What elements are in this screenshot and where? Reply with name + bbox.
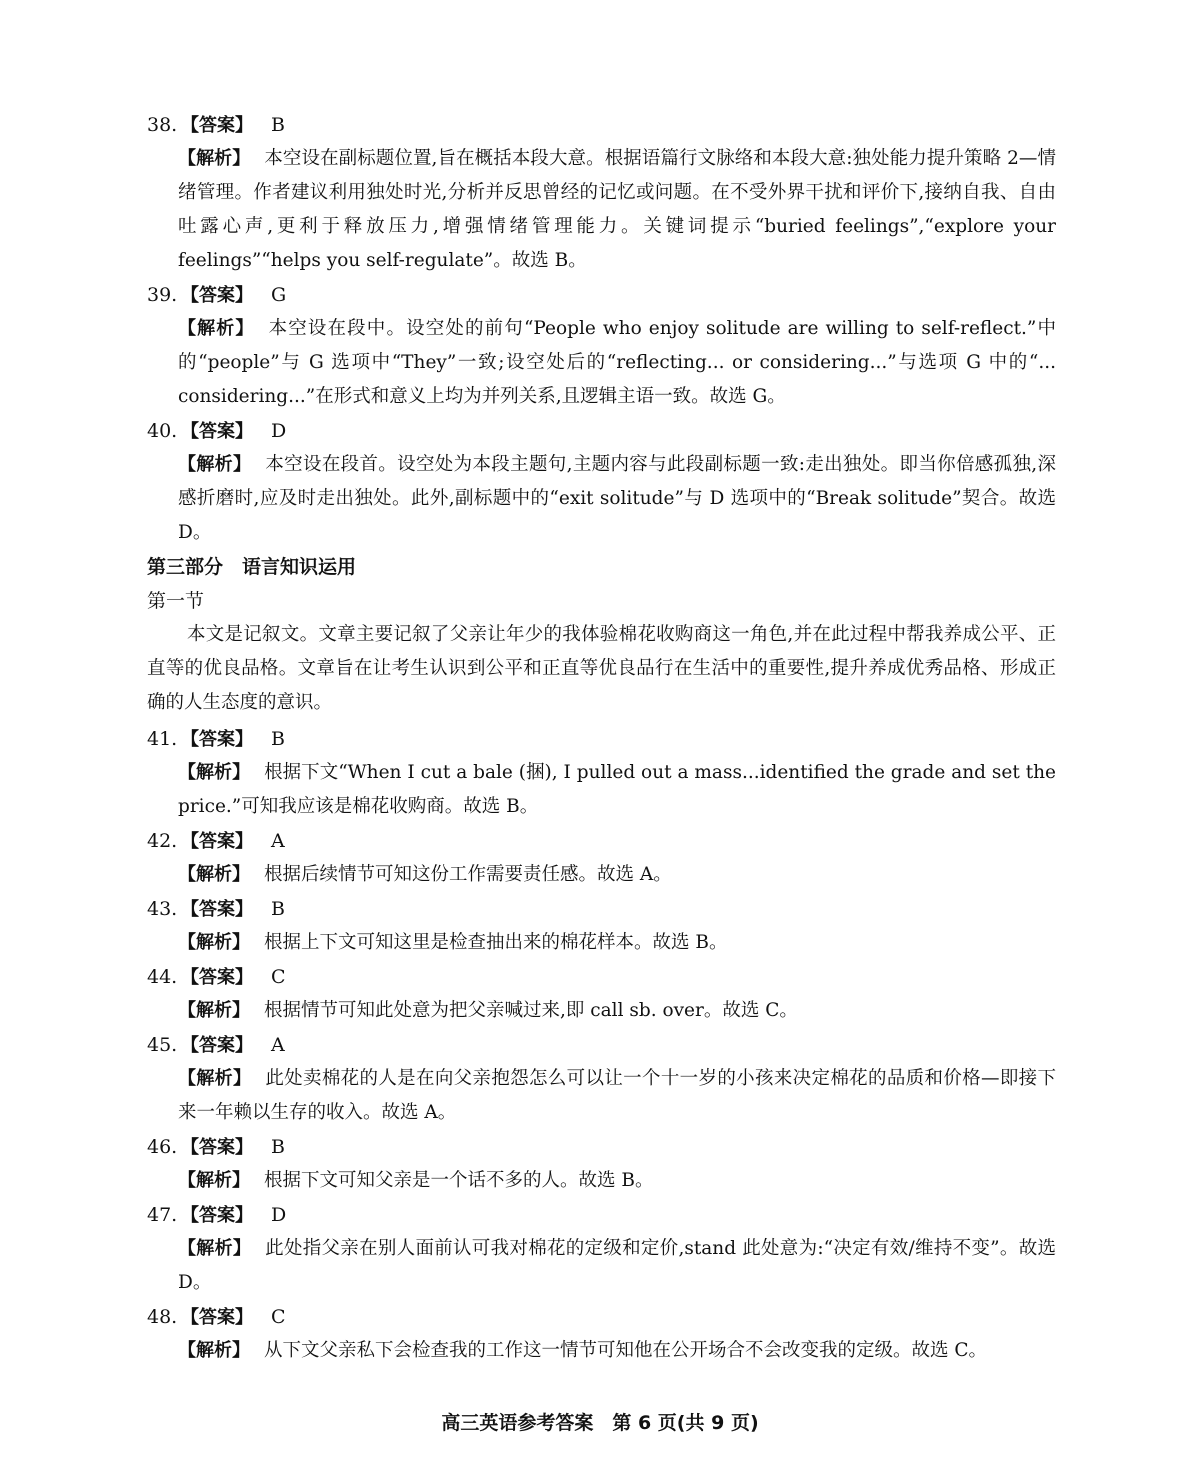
answer-line <box>147 1198 1056 1232</box>
analysis-tag: 【解析】 <box>178 454 252 475</box>
analysis-paragraph <box>178 1232 1056 1300</box>
analysis-tag: 【解析】 <box>178 1068 252 1089</box>
answer-tag: 【答案】 <box>181 421 253 442</box>
question-number: 42. <box>147 830 178 852</box>
analysis-tag: 【解析】 <box>178 932 250 953</box>
answer-line <box>147 960 1056 994</box>
answer-choice: G <box>271 284 287 306</box>
analysis-tag: 【解析】 <box>178 1340 250 1361</box>
answer-line <box>147 1300 1056 1334</box>
answer-line <box>147 824 1056 858</box>
question-number: 38. <box>147 114 178 136</box>
analysis-text: 本空设在段首。设空处为本段主题句,主题内容与此段副标题一致:走出独处。即当你倍感孤独,深感折磨时,应及时走出独处。此外,副标题中的“exit solitude”与 D 选项中的“Break solitude”契合。故选 D。 <box>178 454 1057 543</box>
question-number: 48. <box>147 1306 178 1328</box>
question-number: 41. <box>147 728 178 750</box>
answer-line <box>147 278 1056 312</box>
analysis-paragraph <box>178 926 1056 960</box>
analysis-paragraph <box>178 756 1056 824</box>
analysis-tag: 【解析】 <box>178 864 250 885</box>
analysis-paragraph <box>178 1164 1056 1198</box>
analysis-paragraph <box>178 1334 1056 1368</box>
analysis-text: 本空设在段中。设空处的前句“People who enjoy solitude are willing to self-reflect.”中的“people”与 G 选项中“They”一致;设空处后的“reflecting... or considering...”与选项 G 中的“... considering...”在形式和意义上均为并列关系,且逻辑主语一致。故选 G。 <box>178 318 1056 407</box>
answer-line <box>147 414 1056 448</box>
answer-tag: 【答案】 <box>181 1307 253 1328</box>
analysis-paragraph <box>178 142 1056 278</box>
answer-choice: A <box>271 1034 285 1056</box>
answer-line <box>147 1130 1056 1164</box>
answer-item-41 <box>147 722 1056 824</box>
question-number: 40. <box>147 420 178 442</box>
question-number: 39. <box>147 284 178 306</box>
analysis-text: 此处指父亲在别人面前认可我对棉花的定级和定价,stand 此处意为:“决定有效/维持不变”。故选 D。 <box>178 1238 1056 1293</box>
answer-item-44 <box>147 960 1056 1028</box>
question-number: 46. <box>147 1136 178 1158</box>
answer-choice: C <box>271 1306 286 1328</box>
analysis-tag: 【解析】 <box>178 148 251 169</box>
answer-choice: A <box>271 830 285 852</box>
analysis-tag: 【解析】 <box>178 1238 252 1259</box>
question-number: 44. <box>147 966 178 988</box>
answer-item-42 <box>147 824 1056 892</box>
answer-choice: D <box>271 420 287 442</box>
analysis-paragraph <box>178 1062 1056 1130</box>
answer-choice: D <box>271 1204 287 1226</box>
answer-tag: 【答案】 <box>181 285 253 306</box>
analysis-text: 此处卖棉花的人是在向父亲抱怨怎么可以让一个十一岁的小孩来决定棉花的品质和价格—即接下来一年赖以生存的收入。故选 A。 <box>178 1068 1056 1123</box>
answer-item-43 <box>147 892 1056 960</box>
analysis-tag: 【解析】 <box>178 1170 250 1191</box>
answer-tag: 【答案】 <box>181 729 253 750</box>
answer-line <box>147 108 1056 142</box>
analysis-text: 根据后续情节可知这份工作需要责任感。故选 A。 <box>264 864 672 885</box>
analysis-tag: 【解析】 <box>178 318 255 339</box>
answer-tag: 【答案】 <box>181 967 253 988</box>
answer-line <box>147 722 1056 756</box>
analysis-tag: 【解析】 <box>178 762 251 783</box>
answer-item-46 <box>147 1130 1056 1198</box>
answer-item-40 <box>147 414 1056 550</box>
answer-item-47 <box>147 1198 1056 1300</box>
subsection-title: 第一节 <box>147 590 205 612</box>
answer-item-45 <box>147 1028 1056 1130</box>
answer-tag: 【答案】 <box>181 1205 253 1226</box>
answer-choice: B <box>271 728 285 750</box>
analysis-text: 从下文父亲私下会检查我的工作这一情节可知他在公开场合不会改变我的定级。故选 C。 <box>264 1340 988 1361</box>
analysis-paragraph <box>178 448 1056 550</box>
analysis-paragraph <box>178 994 1056 1028</box>
analysis-text: 根据情节可知此处意为把父亲喊过来,即 call sb. over。故选 C。 <box>264 1000 798 1021</box>
answer-choice: B <box>271 1136 285 1158</box>
answer-choice: B <box>271 898 285 920</box>
answer-item-48 <box>147 1300 1056 1368</box>
question-number: 43. <box>147 898 178 920</box>
question-number: 45. <box>147 1034 178 1056</box>
page-footer: 高三英语参考答案 第 6 页(共 9 页) <box>441 1412 759 1434</box>
answer-tag: 【答案】 <box>181 115 253 136</box>
answer-item-39 <box>147 278 1056 414</box>
answer-line <box>147 892 1056 926</box>
answer-choice: B <box>271 114 285 136</box>
analysis-text: 根据下文可知父亲是一个话不多的人。故选 B。 <box>264 1170 654 1191</box>
answer-tag: 【答案】 <box>181 899 253 920</box>
answer-tag: 【答案】 <box>181 1035 253 1056</box>
analysis-text: 根据下文“When I cut a bale (捆), I pulled out a mass...identified the grade and set the price.”可知我应该是棉花收购商。故选 B。 <box>178 762 1056 817</box>
answer-item-38 <box>147 108 1056 278</box>
section-title: 第三部分 语言知识运用 <box>147 556 357 578</box>
analysis-paragraph <box>178 858 1056 892</box>
answer-tag: 【答案】 <box>181 1137 253 1158</box>
passage-summary: 本文是记叙文。文章主要记叙了父亲让年少的我体验棉花收购商这一角色,并在此过程中帮我养成公平、正直等的优良品格。文章旨在让考生认识到公平和正直等优良品行在生活中的重要性,提升养成优秀品格、形成正确的人生态度的意识。 <box>147 624 1056 713</box>
question-number: 47. <box>147 1204 178 1226</box>
analysis-text: 本空设在副标题位置,旨在概括本段大意。根据语篇行文脉络和本段大意:独处能力提升策略 2—情绪管理。作者建议利用独处时光,分析并反思曾经的记忆或问题。在不受外界干扰和评价下,接纳自我、自由吐露心声,更利于释放压力,增强情绪管理能力。关键词提示“buried feelings”,“explore your feelings”“helps you self-regulate”。故选 B。 <box>178 148 1056 271</box>
answer-tag: 【答案】 <box>181 831 253 852</box>
answer-choice: C <box>271 966 286 988</box>
analysis-text: 根据上下文可知这里是检查抽出来的棉花样本。故选 B。 <box>264 932 728 953</box>
analysis-paragraph <box>178 312 1056 414</box>
answer-line <box>147 1028 1056 1062</box>
analysis-tag: 【解析】 <box>178 1000 250 1021</box>
